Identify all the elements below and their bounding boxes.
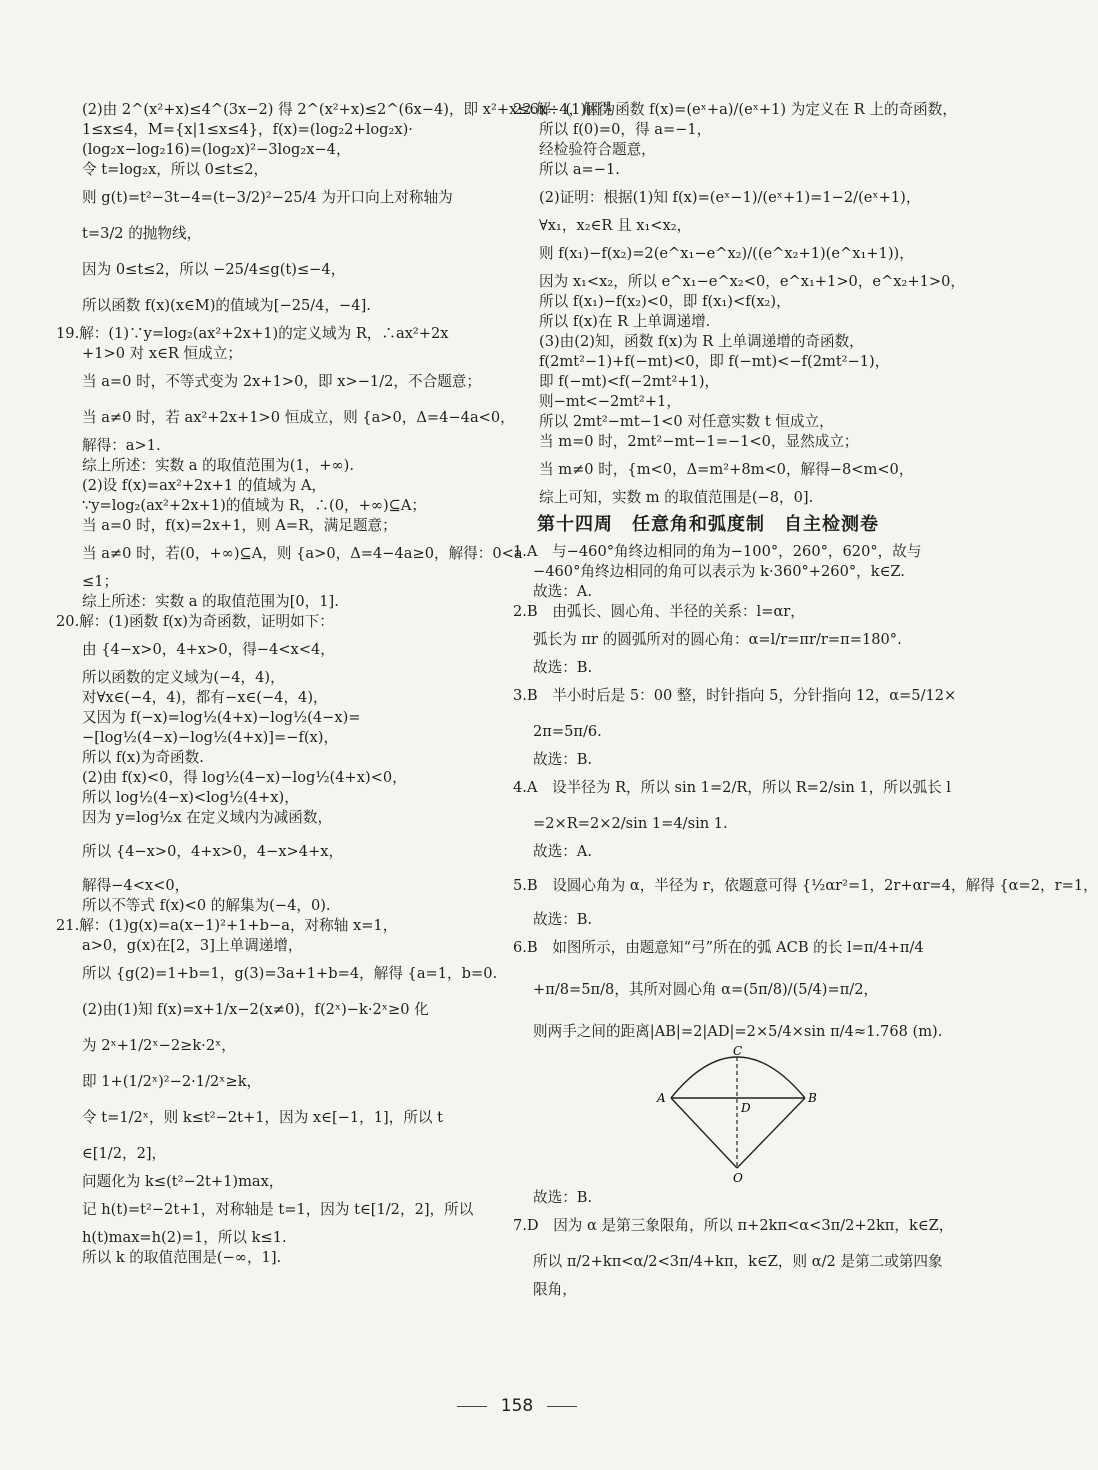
- text-line: =2×R=2×2/sin 1=4/sin 1.: [533, 815, 728, 832]
- text-line: 故选：B.: [533, 751, 593, 768]
- label-b: B: [808, 1091, 817, 1105]
- text-line: (2)由 2^(x²+x)≤4^(3x−2) 得 2^(x²+x)≤2^(6x−4)，即 x²+x≤6x−4，解得: [82, 101, 613, 118]
- text-line: 19.解：(1)∵y=log₂(ax²+2x+1)的定义域为 R，∴ax²+2x: [56, 325, 449, 342]
- footer-rule-left: [457, 1406, 487, 1407]
- text-line: (2)由 f(x)<0，得 log½(4−x)−log½(4+x)<0，: [82, 769, 407, 786]
- text-line: −460°角终边相同的角可以表示为 k·360°+260°，k∈Z.: [533, 563, 905, 580]
- text-line: 所以函数 f(x)(x∈M)的值域为[−25/4，−4].: [82, 297, 371, 314]
- text-line: 3.B 半小时后是 5：00 整，时针指向 5，分针指向 12，α=5/12×: [513, 687, 957, 704]
- text-line: 1≤x≤4，M={x|1≤x≤4}，f(x)=(log₂2+log₂x)·: [82, 121, 413, 138]
- text-line: 所以 a=−1.: [539, 161, 620, 178]
- section-title: 第十四周 任意角和弧度制 自主检测卷: [537, 514, 879, 535]
- text-line: 故选：B.: [533, 911, 593, 928]
- text-line: 因为 0≤t≤2，所以 −25/4≤g(t)≤−4，: [82, 261, 346, 278]
- text-line: +1>0 对 x∈R 恒成立；: [82, 345, 242, 362]
- text-line: ∀x₁，x₂∈R 且 x₁<x₂，: [539, 217, 692, 234]
- text-line: 对∀x∈(−4，4)，都有−x∈(−4，4)，: [82, 689, 328, 706]
- text-line: 20.解：(1)函数 f(x)为奇函数，证明如下：: [56, 613, 334, 630]
- text-line: 解得−4<x<0，: [82, 877, 190, 894]
- right-column: [513, 100, 1098, 1300]
- text-line: 6.B 如图所示，由题意知“弓”所在的弧 ACB 的长 l=π/4+π/4: [513, 939, 924, 956]
- text-line: 7.D 因为 α 是第三象限角，所以 π+2kπ<α<3π/2+2kπ，k∈Z，: [513, 1217, 954, 1234]
- right-column-end: [513, 1188, 954, 1300]
- text-line: 又因为 f(−x)=log½(4+x)−log½(4−x)=: [82, 709, 361, 726]
- text-line: 所以 2mt²−mt−1<0 对任意实数 t 恒成立，: [539, 413, 834, 430]
- text-line: 当 m≠0 时，{m<0，Δ=m²+8m<0，解得−8<m<0，: [539, 461, 914, 478]
- right-column-top: [513, 100, 965, 508]
- text-line: 1.A 与−460°角终边相同的角为−100°，260°，620°，故与: [513, 543, 922, 560]
- text-line: 故选：B.: [533, 659, 593, 676]
- label-a: A: [657, 1091, 666, 1105]
- text-line: 故选：A.: [533, 843, 592, 860]
- text-line: 所以 f(x)为奇函数.: [82, 749, 204, 766]
- text-line: t=3/2 的抛物线，: [82, 225, 202, 242]
- text-line: 解得：a>1.: [82, 437, 161, 454]
- text-line: 当 a≠0 时，若 ax²+2x+1>0 恒成立，则 {a>0，Δ=4−4a<0，: [82, 409, 515, 426]
- label-o: O: [733, 1171, 743, 1185]
- text-line: 当 a≠0 时，若(0，+∞)⊆A，则 {a>0，Δ=4−4a≥0，解得：0<a: [82, 545, 523, 562]
- arc-acb: [671, 1057, 805, 1098]
- text-line: 故选：A.: [533, 583, 592, 600]
- text-line: 即 1+(1/2ˣ)²−2·1/2ˣ≥k，: [82, 1073, 262, 1090]
- text-line: 弧长为 πr 的圆弧所对的圆心角：α=l/r=πr/r=π=180°.: [533, 631, 902, 648]
- text-line: 22.解：(1)因为函数 f(x)=(eˣ+a)/(eˣ+1) 为定义在 R 上的奇函数，: [513, 101, 957, 118]
- page-number: 158: [500, 1396, 534, 1416]
- text-line: 综上所述：实数 a 的取值范围为(1，+∞).: [82, 457, 354, 474]
- text-line: 所以 f(0)=0，得 a=−1，: [539, 121, 712, 138]
- text-line: 限角，: [533, 1281, 577, 1298]
- text-line: 为 2ˣ+1/2ˣ−2≥k·2ˣ，: [82, 1037, 236, 1054]
- text-line: (2)设 f(x)=ax²+2x+1 的值域为 A，: [82, 477, 326, 494]
- text-line: a>0，g(x)在[2，3]上单调递增，: [82, 937, 303, 954]
- text-line: 综上可知，实数 m 的取值范围是(−8，0].: [539, 489, 814, 506]
- radius-oa: [671, 1098, 737, 1168]
- text-line: 则 g(t)=t²−3t−4=(t−3/2)²−25/4 为开口向上对称轴为: [82, 189, 453, 206]
- text-line: 所以 log½(4−x)<log½(4+x)，: [82, 789, 299, 806]
- text-line: 问题化为 k≤(t²−2t+1)max，: [82, 1173, 284, 1190]
- text-line: ∵y=log₂(ax²+2x+1)的值域为 R，∴(0，+∞)⊆A；: [82, 497, 427, 514]
- text-line: 故选：B.: [533, 1189, 593, 1206]
- label-c: C: [733, 1044, 743, 1058]
- page-footer: [0, 1396, 1034, 1416]
- text-line: +π/8=5π/8，其所对圆心角 α=(5π/8)/(5/4)=π/2，: [533, 981, 879, 998]
- right-column-bottom: [513, 542, 1098, 1050]
- text-line: 当 a=0 时，f(x)=2x+1，则 A=R，满足题意；: [82, 517, 397, 534]
- text-line: 因为 y=log½x 在定义域内为减函数，: [82, 809, 333, 826]
- text-line: ≤1；: [82, 573, 119, 590]
- text-line: 综上所述：实数 a 的取值范围为[0，1].: [82, 593, 339, 610]
- text-line: 21.解：(1)g(x)=a(x−1)²+1+b−a，对称轴 x=1，: [56, 917, 398, 934]
- text-line: (3)由(2)知，函数 f(x)为 R 上单调递增的奇函数，: [539, 333, 864, 350]
- text-line: 记 h(t)=t²−2t+1，对称轴是 t=1，因为 t∈[1/2，2]，所以: [82, 1201, 474, 1218]
- text-line: 当 a=0 时，不等式变为 2x+1>0，即 x>−1/2，不合题意；: [82, 373, 481, 390]
- text-line: 所以 k 的取值范围是(−∞，1].: [82, 1249, 282, 1266]
- text-line: 令 t=log₂x，所以 0≤t≤2，: [82, 161, 269, 178]
- footer-rule-right: [547, 1406, 577, 1407]
- text-line: (log₂x−log₂16)=(log₂x)²−3log₂x−4，: [82, 141, 351, 158]
- text-line: 所以 f(x₁)−f(x₂)<0，即 f(x₁)<f(x₂)，: [539, 293, 791, 310]
- text-line: 则−mt<−2mt²+1，: [539, 393, 681, 410]
- text-line: 因为 x₁<x₂，所以 e^x₁−e^x₂<0，e^x₁+1>0，e^x₂+1>0，: [539, 273, 965, 290]
- text-line: 所以 {g(2)=1+b=1，g(3)=3a+1+b=4，解得 {a=1，b=0.: [82, 965, 498, 982]
- text-line: 2.B 由弧长、圆心角、半径的关系：l=αr，: [513, 603, 805, 620]
- text-line: (2)证明：根据(1)知 f(x)=(eˣ−1)/(eˣ+1)=1−2/(eˣ+1)，: [539, 189, 921, 206]
- text-line: 所以函数的定义域为(−4，4)，: [82, 669, 285, 686]
- text-line: 则两手之间的距离|AB|=2|AD|=2×5/4×sin π/4≈1.768 (m).: [533, 1023, 943, 1040]
- sector-diagram: [653, 1044, 833, 1185]
- text-line: 当 m=0 时，2mt²−mt−1=−1<0，显然成立；: [539, 433, 859, 450]
- text-line: 由 {4−x>0，4+x>0，得−4<x<4，: [82, 641, 335, 658]
- text-line: −[log½(4−x)−log½(4+x)]=−f(x)，: [82, 729, 339, 746]
- text-line: 则 f(x₁)−f(x₂)=2(e^x₁−e^x₂)/((e^x₂+1)(e^x₁+1))，: [539, 245, 914, 262]
- text-line: 令 t=1/2ˣ，则 k≤t²−2t+1，因为 x∈[−1，1]，所以 t: [82, 1109, 444, 1126]
- text-line: 5.B 设圆心角为 α，半径为 r，依题意可得 {½αr²=1，2r+αr=4，解得 {α=2，r=1，: [513, 877, 1098, 894]
- text-line: 4.A 设半径为 R，所以 sin 1=2/R，所以 R=2/sin 1，所以弧长 l: [513, 779, 951, 796]
- text-line: h(t)max=h(2)=1，所以 k≤1.: [82, 1229, 287, 1246]
- text-line: 即 f(−mt)<f(−2mt²+1)，: [539, 373, 720, 390]
- label-d: D: [741, 1101, 751, 1115]
- text-line: 2π=5π/6.: [533, 723, 602, 740]
- text-line: 所以 f(x)在 R 上单调递增.: [539, 313, 711, 330]
- text-line: 所以 π/2+kπ<α/2<3π/4+kπ，k∈Z，则 α/2 是第二或第四象: [533, 1253, 943, 1270]
- text-line: 所以 {4−x>0，4+x>0，4−x>4+x，: [82, 843, 344, 860]
- text-line: f(2mt²−1)+f(−mt)<0，即 f(−mt)<−f(2mt²−1)，: [539, 353, 890, 370]
- text-line: 所以不等式 f(x)<0 的解集为(−4，0).: [82, 897, 331, 914]
- text-line: 经检验符合题意，: [539, 141, 656, 158]
- text-line: (2)由(1)知 f(x)=x+1/x−2(x≠0)，f(2ˣ)−k·2ˣ≥0 化: [82, 1001, 429, 1018]
- text-line: ∈[1/2，2]，: [82, 1145, 167, 1162]
- sector-figure: [513, 1044, 945, 1188]
